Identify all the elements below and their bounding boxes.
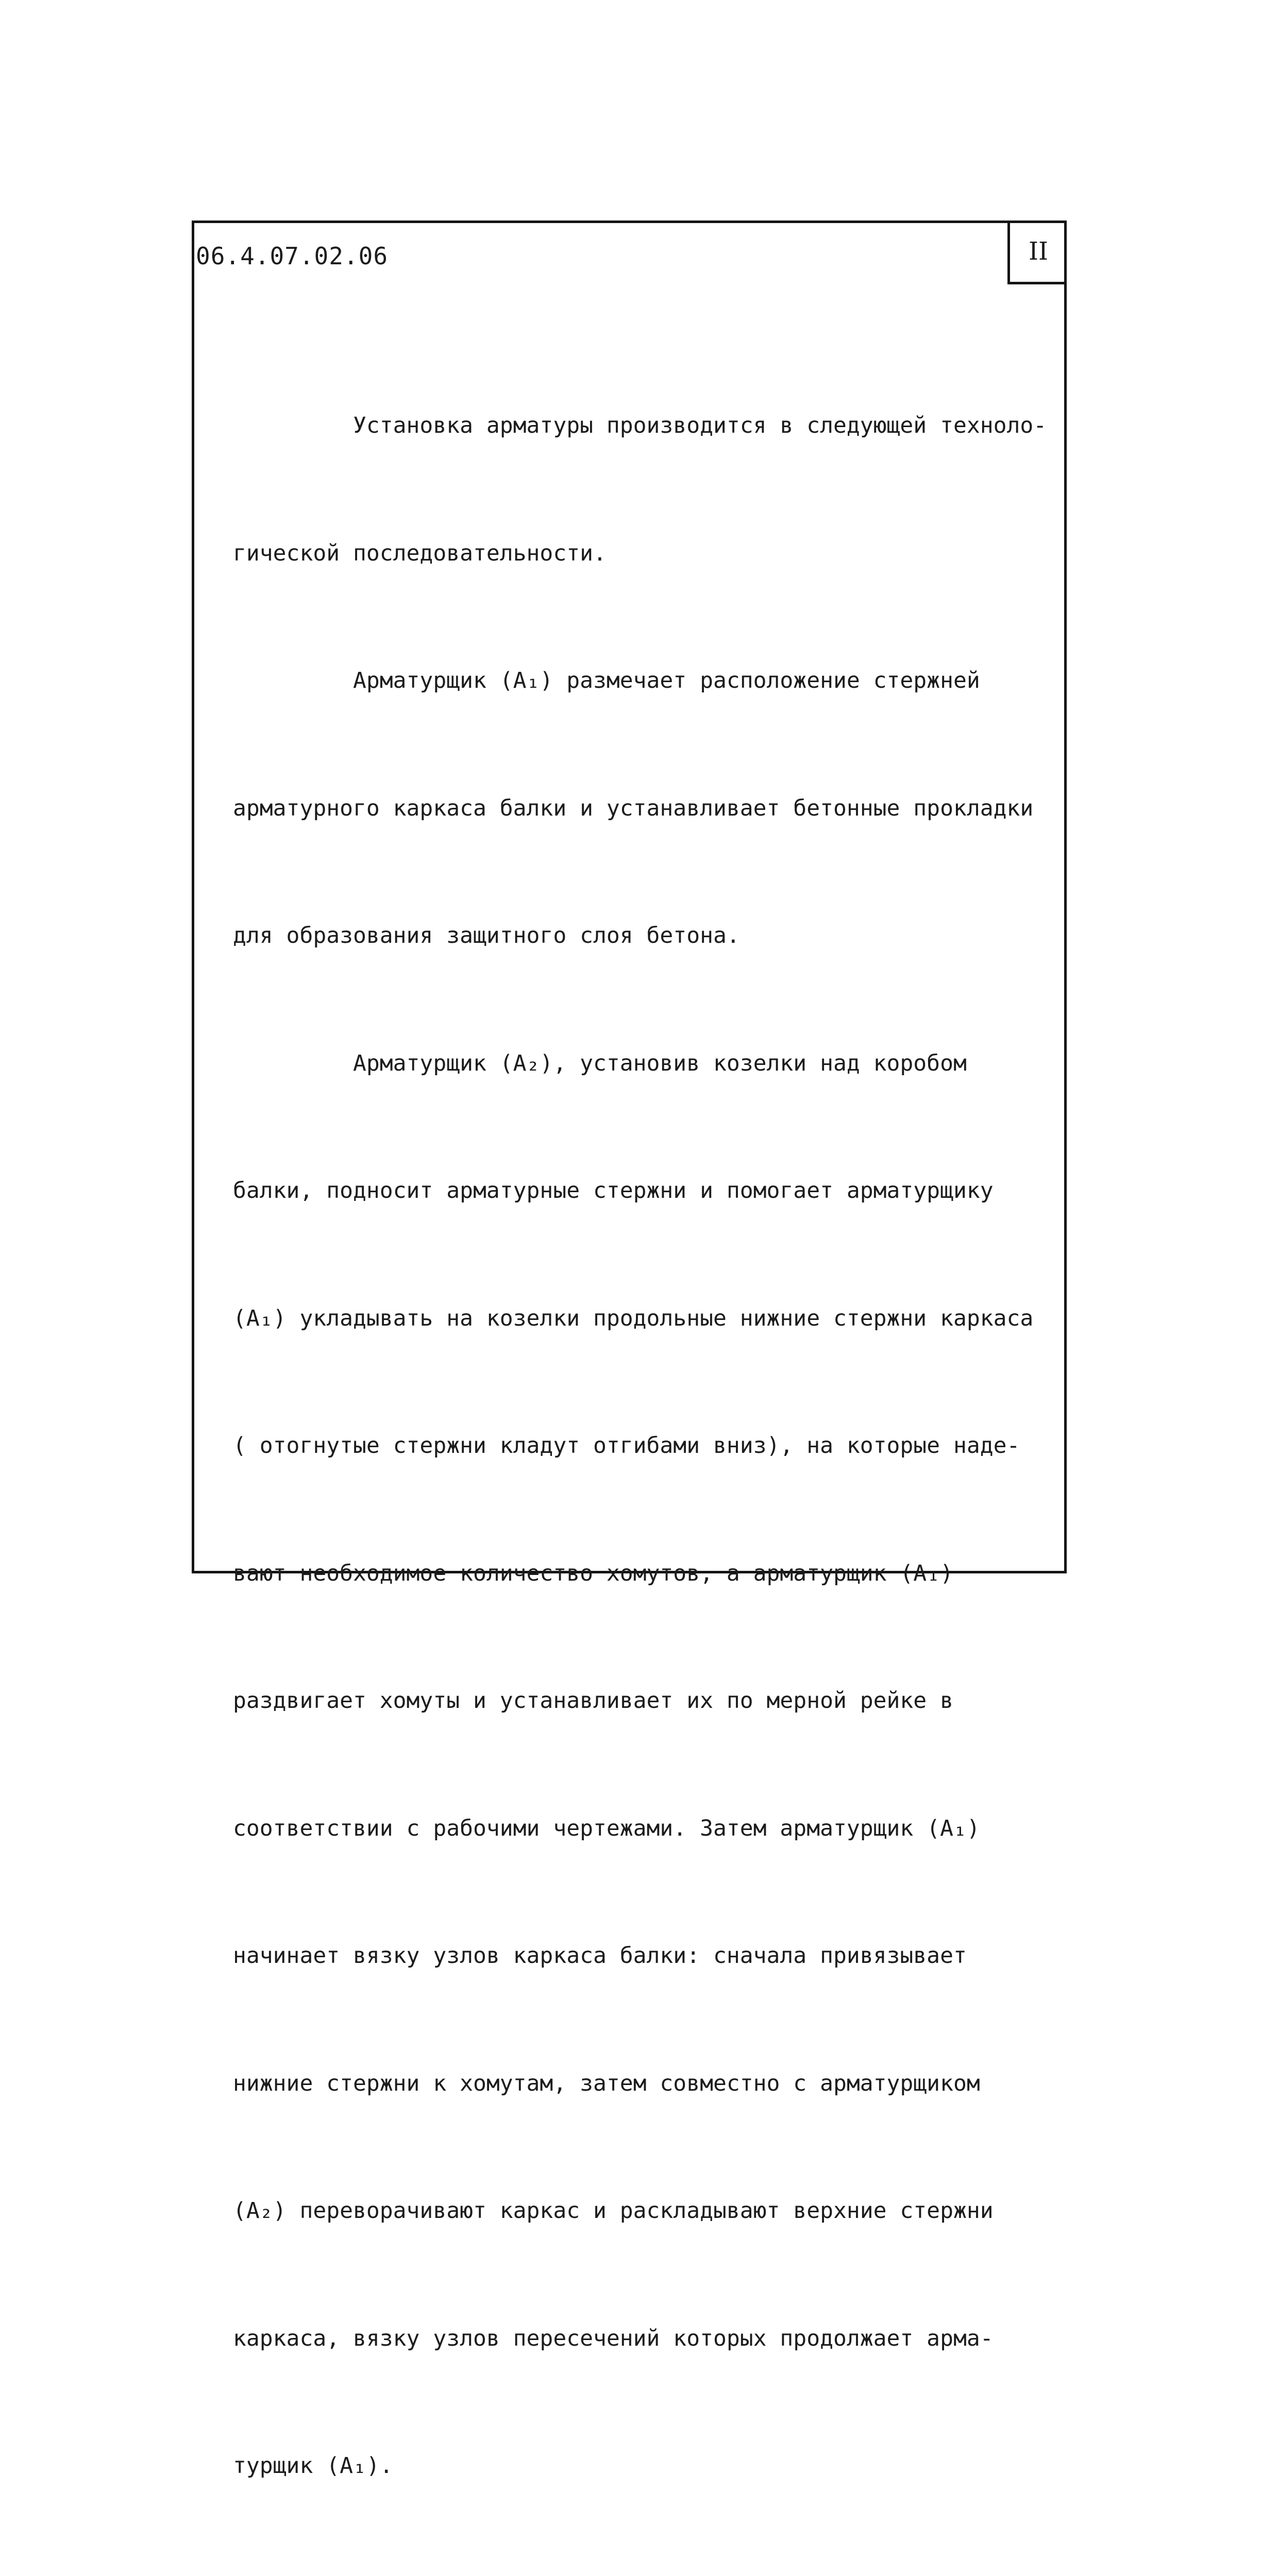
text-line: Арматурщик (А₁) размечает расположение стержней [233, 659, 1052, 702]
page-number: II [1007, 221, 1067, 284]
text-line: начинает вязку узлов каркаса балки: сначала привязывает [233, 1935, 1052, 1977]
text-line: арматурного каркаса балки и устанавливает бетонные прокладки [233, 787, 1052, 830]
text-line: каркаса, вязку узлов пересечений которых продолжает арма- [233, 2317, 1052, 2360]
text-line: для образования защитного слоя бетона. [233, 914, 1052, 957]
text-line: вают необходимое количество хомутов, а арматурщик (А₁) [233, 1552, 1052, 1595]
text-line: гической последовательности. [233, 532, 1052, 575]
paragraph-gap [233, 2572, 1052, 2576]
body-text [233, 319, 1052, 2576]
text-line: турщик (А₁). [233, 2445, 1052, 2487]
text-line: балки, подносит арматурные стержни и помогает арматурщику [233, 1170, 1052, 1212]
text-line: (А₁) укладывать на козелки продольные нижние стержни каркаса [233, 1297, 1052, 1340]
document-code: 06.4.07.02.06 [196, 242, 388, 270]
text-line: Арматурщик (А₂), установив козелки над коробом [233, 1042, 1052, 1085]
text-line: соответствии с рабочими чертежами. Затем арматурщик (А₁) [233, 1807, 1052, 1850]
text-line: ( отогнутые стержни кладут отгибами вниз), на которые наде- [233, 1425, 1052, 1467]
text-line: нижние стержни к хомутам, затем совместно с арматурщиком [233, 2062, 1052, 2105]
text-line: (А₂) переворачивают каркас и раскладывают верхние стержни [233, 2190, 1052, 2232]
text-line: раздвигает хомуты и устанавливает их по мерной рейке в [233, 1680, 1052, 1722]
text-line: Установка арматуры производится в следующей техноло- [233, 404, 1052, 447]
